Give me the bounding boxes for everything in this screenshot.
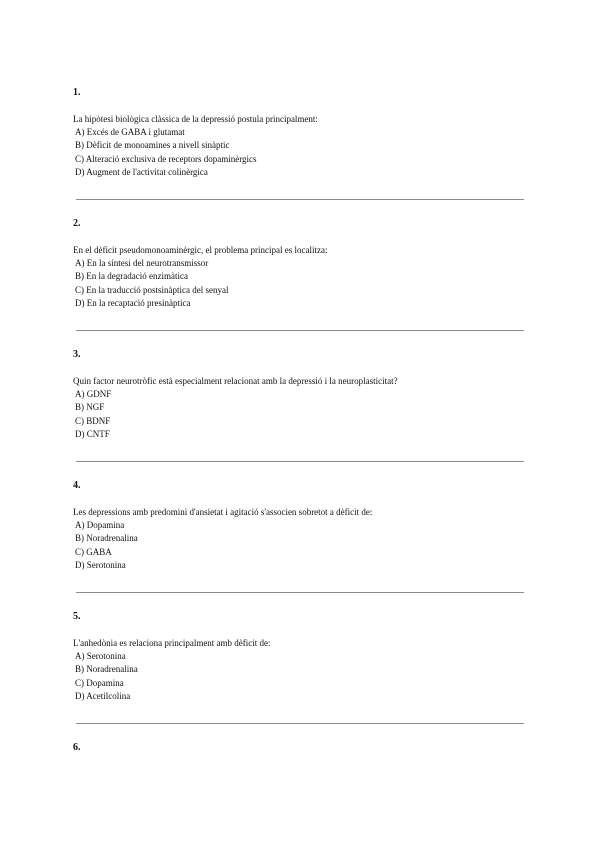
option-a[interactable]: A) Serotonina	[75, 651, 126, 661]
option-c[interactable]: C) BDNF	[75, 415, 111, 426]
question-5	[73, 610, 524, 703]
divider	[76, 461, 524, 462]
question-number: 5.	[73, 611, 81, 622]
question-text: La hipòtesi biològica clàssica de la depressió postula principalment:	[73, 114, 318, 124]
option-d[interactable]: D) Serotonina	[75, 559, 126, 570]
option-b[interactable]: B) NGF	[75, 402, 105, 413]
options-list	[73, 257, 524, 310]
option-a[interactable]: A) En la síntesi del neurotransmissor	[75, 258, 209, 268]
question-3	[73, 348, 524, 441]
option-a[interactable]: A) Dopamina	[75, 520, 125, 530]
question-number: 3.	[73, 349, 81, 360]
question-2	[73, 217, 524, 310]
question-text: En el dèficit pseudomonoaminèrgic, el problema principal es localitza:	[73, 245, 328, 255]
option-c[interactable]: C) GABA	[75, 546, 112, 557]
question-text: Quin factor neurotròfic està especialment relacionat amb la depressió i la neuroplasticitat?	[73, 376, 398, 386]
options-list	[73, 519, 524, 572]
option-c[interactable]: C) En la traducció postsinàptica del senyal	[75, 284, 229, 295]
question-number: 6.	[73, 742, 81, 753]
question-4	[73, 479, 524, 572]
option-b[interactable]: B) En la degradació enzimàtica	[75, 271, 188, 282]
option-c[interactable]: C) Alteració exclusiva de receptors dopaminèrgics	[75, 153, 257, 164]
option-d[interactable]: D) Augment de l'activitat colinèrgica	[75, 166, 208, 177]
option-c[interactable]: C) Dopamina	[75, 677, 124, 688]
question-number: 1.	[73, 87, 81, 98]
options-list	[73, 650, 524, 703]
divider	[76, 723, 524, 724]
divider	[76, 592, 524, 593]
divider	[76, 199, 524, 200]
option-b[interactable]: B) Dèficit de monoamines a nivell sinàptic	[75, 140, 230, 151]
option-d[interactable]: D) En la recaptació presinàptica	[75, 297, 191, 308]
question-6	[73, 741, 524, 755]
question-text: L'anhedònia es relaciona principalment amb dèficit de:	[73, 638, 271, 648]
option-a[interactable]: A) GDNF	[75, 389, 112, 399]
option-d[interactable]: D) CNTF	[75, 428, 110, 439]
question-text: Les depressions amb predomini d'ansietat i agitació s'associen sobretot a dèficit de:	[73, 507, 373, 517]
option-a[interactable]: A) Excés de GABA i glutamat	[75, 127, 185, 137]
divider	[76, 330, 524, 331]
options-list	[73, 388, 524, 441]
option-d[interactable]: D) Acetilcolina	[75, 690, 131, 701]
question-1	[73, 86, 524, 179]
question-number: 2.	[73, 218, 81, 229]
option-b[interactable]: B) Noradrenalina	[75, 664, 138, 675]
options-list	[73, 126, 524, 179]
question-number: 4.	[73, 480, 81, 491]
option-b[interactable]: B) Noradrenalina	[75, 533, 138, 544]
